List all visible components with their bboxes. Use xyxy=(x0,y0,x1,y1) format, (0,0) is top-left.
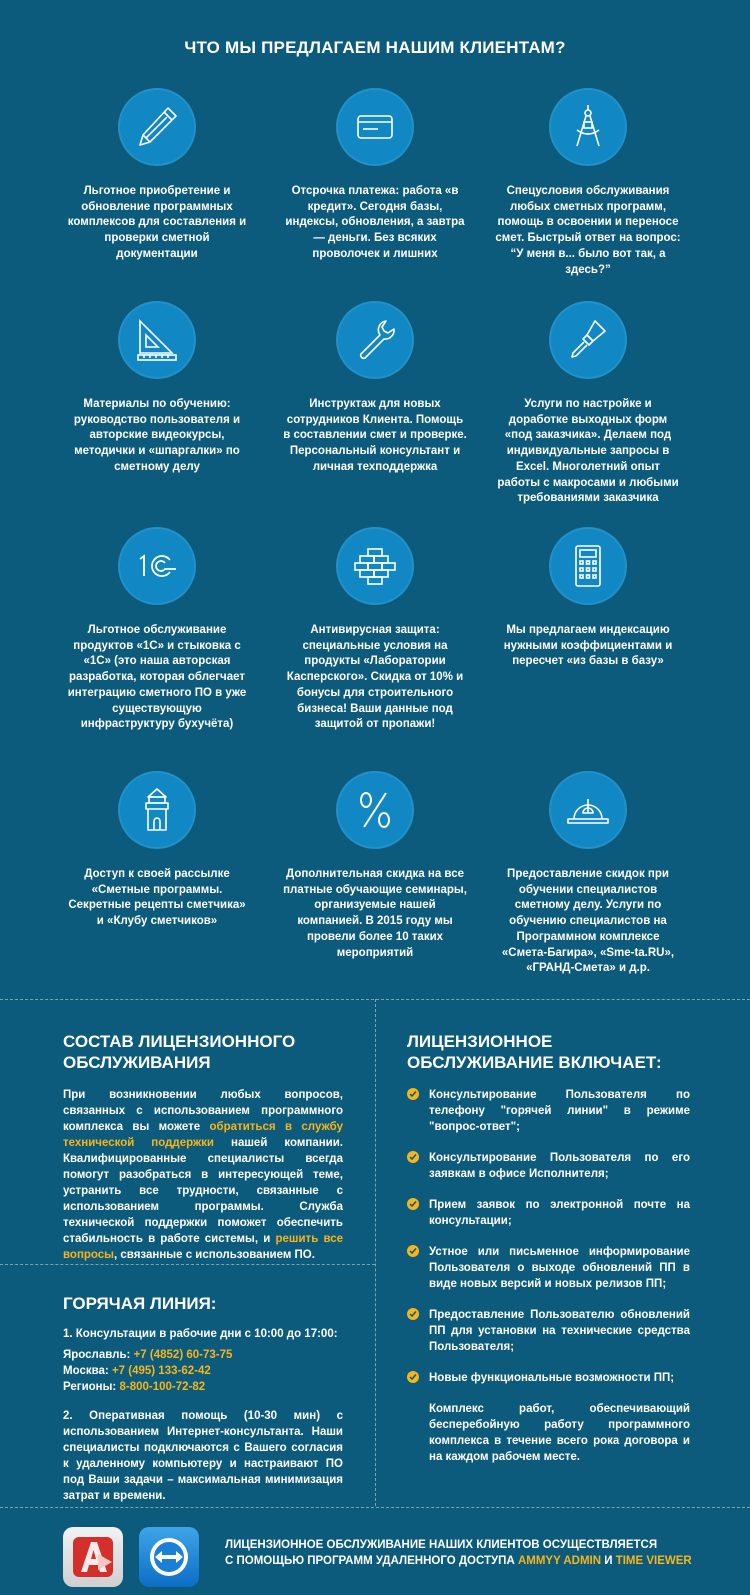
feature-card xyxy=(493,88,683,278)
1c-logo-icon xyxy=(118,527,196,605)
includes-section xyxy=(407,1031,690,1465)
feature-text: Антивирусная защита: специальные условия на продукты «Лаборатории Касперского». Скидка от 10% и бонусы для строительного бизнеса! Ваши данные под защитой от пропажи! xyxy=(286,624,464,731)
footer-text: ЛИЦЕНЗИОННОЕ ОБСЛУЖИВАНИЕ НАШИХ КЛИЕНТОВ ОСУЩЕСТВЛЯЕТСЯ С ПОМОЩЬЮ ПРОГРАММ УДАЛЕННОГО ДОСТУПА AMMYY ADMIN И TIME VIEWER xyxy=(225,1539,692,1567)
feature-card xyxy=(493,771,683,977)
feature-text: Спецусловия обслуживания любых сметных программ, помощь в освоении и переносе смет. Быстрый ответ на вопрос: “У меня в... было вот так, а здесь?” xyxy=(495,185,681,276)
license-paragraph: При возникновении любых вопросов, связанных с использованием программного комплекса вы можете обратиться в службу технической поддержки нашей компании. Квалифицированные специалисты всегда помогут разобраться в интересующей теме, устранить все трудности, связанные с использованием программы. Служба технической поддержки поможет обеспечить стабильность в работе системы, и решить все вопросы, связанные с использованием ПО. xyxy=(63,1089,344,1261)
phone-regions[interactable]: 8-800-100-72-82 xyxy=(119,1381,206,1393)
feature-card xyxy=(280,771,470,961)
check-icon xyxy=(407,1198,419,1210)
check-icon xyxy=(407,1371,419,1383)
hotline-section xyxy=(63,1293,343,1504)
divider xyxy=(0,1264,375,1265)
team-viewer-icon[interactable] xyxy=(139,1527,199,1587)
divider xyxy=(0,1507,750,1508)
check-icon xyxy=(407,1151,419,1163)
feature-text: Материалы по обучению: руководство пользователя и авторские видеокурсы, методички и «шпаргалки» по сметному делу xyxy=(73,398,241,473)
hotline-item: 2. Оперативная помощь (10-30 мин) с использованием Интернет-консультанта. Наши специалисты подключаются с Вашего согласия к удаленному компьютеру и настраивают ПО под Ваши задачи – максимальная минимизация затрат и времени. xyxy=(63,1410,343,1502)
feature-card xyxy=(62,301,252,476)
check-icon xyxy=(407,1245,419,1257)
tower-icon xyxy=(118,771,196,849)
check-icon xyxy=(407,1088,419,1100)
pencil-icon xyxy=(118,88,196,166)
list-item: Устное или письменное информирование Пользователя о выходе обновлений ПП в виде новых версий и новых релизов ПП; xyxy=(407,1244,690,1292)
feature-text: Льготное приобретение и обновление программных комплексов для составления и проверки сметной документации xyxy=(67,185,247,260)
screwdriver-icon xyxy=(549,301,627,379)
phone-yaroslavl[interactable]: +7 (4852) 60-73-75 xyxy=(133,1349,233,1361)
time-viewer-link[interactable]: TIME VIEWER xyxy=(615,1555,692,1567)
feature-card xyxy=(62,771,252,930)
feature-text: Льготное обслуживание продуктов «1С» и стыковка с «1С» (это наша авторская разработка, которая облегчает интеграцию сметного ПО в уже существующую инфраструктуру бухучёта) xyxy=(67,624,247,731)
includes-list xyxy=(407,1087,690,1386)
feature-card xyxy=(62,527,252,733)
feature-card xyxy=(493,301,683,507)
section-heading: СОСТАВ ЛИЦЕНЗИОННОГО ОБСЛУЖИВАНИЯ xyxy=(63,1032,296,1072)
feature-text: Инструктаж для новых сотрудников Клиента. Помощь в составлении смет и проверке. Персональный консультант и личная техподдержка xyxy=(283,398,467,473)
includes-extra: Комплекс работ, обеспечивающий бесперебойную работу программного комплекса в течение всего рока договора и на каждом рабочем месте. xyxy=(429,1403,690,1463)
solve-link[interactable]: решить все вопросы xyxy=(63,1233,344,1261)
calculator-icon xyxy=(549,527,627,605)
hard-hat-icon xyxy=(549,771,627,849)
license-section xyxy=(63,1031,343,1263)
list-item: Консультирование Пользователя по его заявкам в офисе Исполнителя; xyxy=(407,1150,690,1182)
check-icon xyxy=(407,1308,419,1320)
credit-card-icon xyxy=(336,88,414,166)
feature-card xyxy=(62,88,252,263)
divider xyxy=(375,999,376,1506)
feature-card xyxy=(280,527,470,733)
wrench-icon xyxy=(336,301,414,379)
feature-card xyxy=(280,88,470,263)
feature-text: Дополнительная скидка на все платные обучающие семинары, организуемые нашей компанией. В 2015 году мы провели более 10 таких мероприятий xyxy=(283,868,467,959)
feature-text: Услуги по настройке и доработке выходных форм «под заказчика». Делаем под индивидуальные запросы в Excel. Многолетний опыт работы с макросами и любыми требованиями заказчика xyxy=(497,398,679,505)
percent-icon xyxy=(336,771,414,849)
feature-text: Предоставление скидок при обучении специалистов сметному делу. Услуги по обучению специалистов на Программном комплексе «Смета-Багира», «Sme-ta.RU», «ГРАНД-Смета» и д.р. xyxy=(501,868,675,975)
brick-wall-icon xyxy=(336,527,414,605)
feature-text: Мы предлагаем индексацию нужными коэффициентами и пересчет «из базы в базу» xyxy=(503,624,673,668)
compass-icon xyxy=(549,88,627,166)
section-heading: ЛИЦЕНЗИОННОЕ ОБСЛУЖИВАНИЕ ВКЛЮЧАЕТ: xyxy=(407,1032,662,1072)
phone-list: Ярославль: +7 (4852) 60-73-75 Москва: +7 (495) 133-62-42 Регионы: 8-800-100-72-82 xyxy=(63,1349,233,1393)
list-item: Консультирование Пользователя по телефону "горячей линии" в режиме "вопрос-ответ"; xyxy=(407,1087,690,1135)
feature-card xyxy=(493,527,683,670)
hotline-item: 1. Консультации в рабочие дни с 10:00 до 17:00: xyxy=(63,1328,338,1340)
list-item: Новые функциональные возможности ПП; xyxy=(407,1370,690,1386)
feature-text: Отсрочка платежа: работа «в кредит». Сегодня базы, индексы, обновления, а завтра — деньги. Без всяких проволочек и лишних xyxy=(285,185,465,260)
feature-card xyxy=(280,301,470,476)
list-item: Прием заявок по электронной почте на консультации; xyxy=(407,1197,690,1229)
support-link[interactable]: обратиться в службу технической поддержки xyxy=(63,1121,343,1149)
feature-text: Доступ к своей рассылке «Сметные программы. Секретные рецепты сметчика» и «Клубу сметчиков» xyxy=(68,868,246,928)
set-square-icon xyxy=(118,301,196,379)
ammyy-link[interactable]: AMMYY ADMIN xyxy=(517,1555,602,1567)
ammyy-admin-icon[interactable] xyxy=(63,1527,123,1587)
section-heading: ГОРЯЧАЯ ЛИНИЯ: xyxy=(63,1294,217,1313)
list-item: Предоставление Пользователю обновлений ПП для установки на технические средства Пользователя; xyxy=(407,1307,690,1355)
page-title: ЧТО МЫ ПРЕДЛАГАЕМ НАШИМ КЛИЕНТАМ? xyxy=(184,38,566,57)
phone-moscow[interactable]: +7 (495) 133-62-42 xyxy=(111,1365,211,1377)
